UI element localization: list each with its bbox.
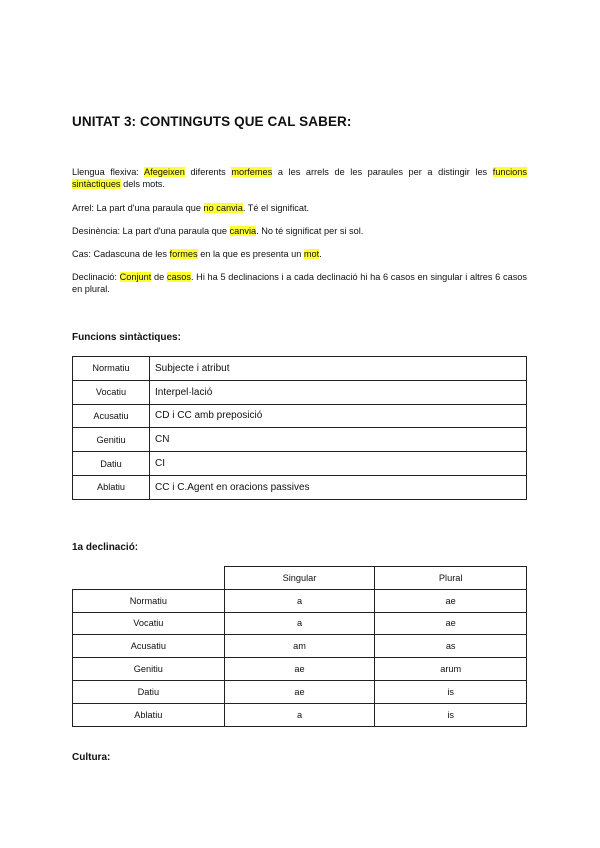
plural-cell: is bbox=[375, 703, 527, 726]
plural-cell: is bbox=[375, 680, 527, 703]
table-row bbox=[73, 658, 527, 681]
case-cell: Normatiu bbox=[73, 589, 225, 612]
text: . bbox=[319, 249, 322, 259]
highlighted-term: funcions sintàctiques bbox=[72, 167, 527, 189]
paragraph-declinacio bbox=[72, 271, 527, 295]
paragraph-desinencia bbox=[72, 225, 527, 237]
text: en la que es presenta un bbox=[197, 249, 304, 259]
column-header-singular: Singular bbox=[224, 567, 375, 590]
text: Cas: Cadascuna de les bbox=[72, 249, 170, 259]
case-cell: Genitiu bbox=[73, 428, 150, 452]
singular-cell: a bbox=[224, 703, 375, 726]
plural-cell: as bbox=[375, 635, 527, 658]
table-row bbox=[73, 452, 527, 476]
text: Declinació: bbox=[72, 272, 120, 282]
highlighted-term: morfemes bbox=[231, 167, 273, 177]
declension-table bbox=[72, 566, 527, 727]
highlighted-term: casos bbox=[166, 272, 191, 282]
text: de bbox=[151, 272, 167, 282]
case-cell: Acusatiu bbox=[73, 635, 225, 658]
singular-cell: am bbox=[224, 635, 375, 658]
paragraph-arrel bbox=[72, 202, 527, 214]
declension-heading: 1a declinació: bbox=[72, 542, 139, 553]
text: . Hi ha 5 declinacions i a cada declinació hi ha 6 casos en singular i altres 6 casos en plural. bbox=[72, 272, 527, 294]
function-cell: CN bbox=[150, 428, 527, 452]
text: . No té significat per si sol. bbox=[256, 226, 364, 236]
text: Llengua flexiva: bbox=[72, 167, 145, 177]
singular-cell: ae bbox=[224, 680, 375, 703]
highlighted-term: canvia bbox=[229, 226, 257, 236]
highlighted-term: formes bbox=[169, 249, 198, 259]
paragraph-llengua-flexiva bbox=[72, 166, 527, 190]
case-cell: Ablatiu bbox=[73, 475, 150, 499]
functions-table bbox=[72, 356, 527, 500]
highlighted-term: no canvia bbox=[203, 203, 243, 213]
functions-heading: Funcions sintàctiques: bbox=[72, 332, 181, 343]
culture-heading: Cultura: bbox=[72, 752, 111, 763]
case-cell: Normatiu bbox=[73, 357, 150, 381]
highlighted-term: Afegeixen bbox=[144, 167, 185, 177]
singular-cell: ae bbox=[224, 658, 375, 681]
text: a les arrels de les paraules per a distingir les bbox=[272, 167, 493, 177]
table-row bbox=[73, 589, 527, 612]
page-title: UNITAT 3: CONTINGUTS QUE CAL SABER: bbox=[72, 114, 352, 129]
text: Arrel: La part d'una paraula que bbox=[72, 203, 204, 213]
text: Desinència: La part d'una paraula que bbox=[72, 226, 230, 236]
table-row bbox=[73, 475, 527, 499]
paragraph-cas bbox=[72, 248, 527, 260]
singular-cell: a bbox=[224, 589, 375, 612]
function-cell: Interpel·lació bbox=[150, 380, 527, 404]
highlighted-term: mot bbox=[303, 249, 320, 259]
table-row bbox=[73, 680, 527, 703]
text: diferents bbox=[184, 167, 232, 177]
case-cell: Datiu bbox=[73, 452, 150, 476]
table-row bbox=[73, 404, 527, 428]
table-header-row bbox=[73, 567, 527, 590]
highlighted-term: Conjunt bbox=[119, 272, 152, 282]
case-cell: Vocatiu bbox=[73, 612, 225, 635]
column-header-plural: Plural bbox=[375, 567, 527, 590]
table-row bbox=[73, 635, 527, 658]
table-row bbox=[73, 612, 527, 635]
case-cell: Ablatiu bbox=[73, 703, 225, 726]
text: . Té el significat. bbox=[242, 203, 310, 213]
singular-cell: a bbox=[224, 612, 375, 635]
case-cell: Vocatiu bbox=[73, 380, 150, 404]
text: dels mots. bbox=[120, 179, 165, 189]
case-cell: Acusatiu bbox=[73, 404, 150, 428]
case-cell: Genitiu bbox=[73, 658, 225, 681]
function-cell: CC i C.Agent en oracions passives bbox=[150, 475, 527, 499]
empty-header-cell bbox=[73, 567, 225, 590]
table-row bbox=[73, 357, 527, 381]
function-cell: CI bbox=[150, 452, 527, 476]
plural-cell: arum bbox=[375, 658, 527, 681]
table-row bbox=[73, 428, 527, 452]
table-row bbox=[73, 703, 527, 726]
plural-cell: ae bbox=[375, 589, 527, 612]
table-row bbox=[73, 380, 527, 404]
function-cell: Subjecte i atribut bbox=[150, 357, 527, 381]
function-cell: CD i CC amb preposició bbox=[150, 404, 527, 428]
plural-cell: ae bbox=[375, 612, 527, 635]
case-cell: Datiu bbox=[73, 680, 225, 703]
